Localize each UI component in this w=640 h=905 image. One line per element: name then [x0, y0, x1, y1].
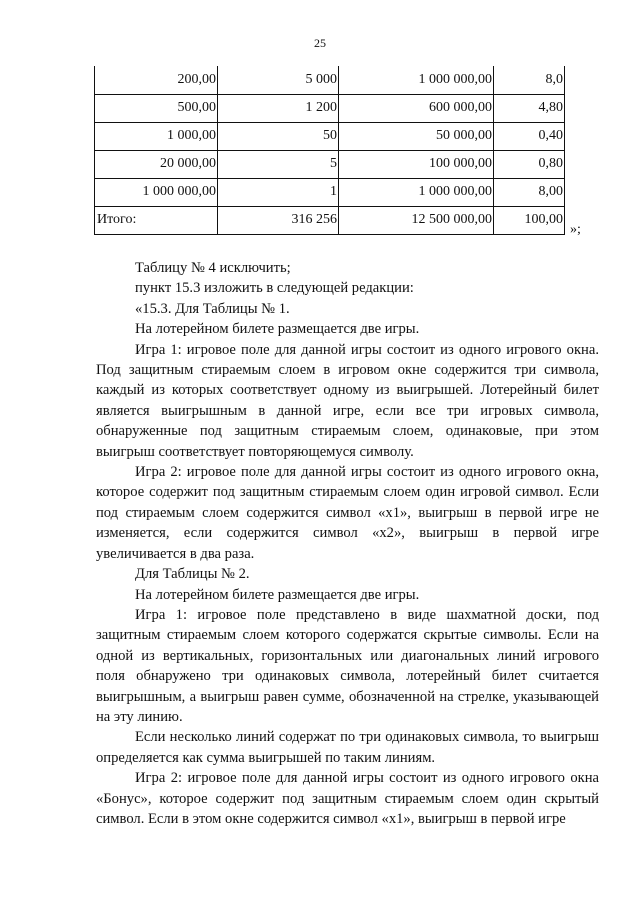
table-total-row — [95, 206, 565, 234]
table-cell: 316 256 — [218, 206, 339, 234]
paragraph: На лотерейном билете размещается две игры. — [135, 586, 420, 603]
paragraph: Таблицу № 4 исключить; — [135, 260, 291, 276]
paragraph: На лотерейном билете размещается две игры. — [135, 321, 420, 338]
table-cell: 600 000,00 — [339, 94, 494, 122]
table-cell: 1 000 000,00 — [339, 178, 494, 206]
paragraph: пункт 15.3 изложить в следующей редакции: — [135, 280, 414, 297]
document-body — [96, 258, 599, 829]
table-cell: 1 200 — [218, 94, 339, 122]
paragraph: Если несколько линий содержат по три одинаковых символа, то выигрыш определяется как сумма выигрышей по таким линиям. — [96, 729, 599, 766]
table-row — [95, 94, 565, 122]
page-number: 25 — [314, 36, 326, 50]
table-cell: 0,40 — [494, 122, 565, 150]
prize-table — [94, 66, 565, 235]
table-cell: 8,00 — [494, 178, 565, 206]
table-cell: 1 000 000,00 — [95, 178, 218, 206]
table-cell: 20 000,00 — [95, 150, 218, 178]
table-cell: 1 000 000,00 — [339, 66, 494, 94]
table-cell: 1 000,00 — [95, 122, 218, 150]
table-row — [95, 122, 565, 150]
total-label: Итого: — [95, 206, 218, 234]
table-row — [95, 150, 565, 178]
paragraph: Игра 2: игровое поле для данной игры состоит из одного игрового окна, которое содержит под защитным стираемым слоем один игровой символ. Если под стираемым слоем содержится символ «x1», выигрыш в первой игре не изменяется, если содержится символ «x2», выигрыш в первой игре увеличивается в два раза. — [96, 464, 599, 562]
paragraph: Игра 1: игровое поле представлено в виде шахматной доски, под защитным стираемым слоем которого содержатся скрытые символы. Если на одной из вертикальных, горизонтальных или диагональных линий игрового поля обнаружено три одинаковых символа, лотерейный билет считается выигрышным, а выигрыш равен сумме, обозначенной на стрелке, указывающей на эту линию. — [96, 606, 599, 725]
table-cell: 0,80 — [494, 150, 565, 178]
table-cell: 1 — [218, 178, 339, 206]
table-cell: 50 — [218, 122, 339, 150]
table-cell: 200,00 — [95, 66, 218, 94]
paragraph: «15.3. Для Таблицы № 1. — [135, 300, 290, 317]
table-cell: 50 000,00 — [339, 122, 494, 150]
table-cell: 12 500 000,00 — [339, 206, 494, 234]
table-cell: 100 000,00 — [339, 150, 494, 178]
paragraph: Игра 2: игровое поле для данной игры состоит из одного игрового окна «Бонус», которое содержит под защитным стираемым слоем один скрытый символ. Если в этом окне содержится символ «x1», выигрыш в первой игре — [96, 770, 599, 827]
table-cell: 4,80 — [494, 94, 565, 122]
table-cell: 8,0 — [494, 66, 565, 94]
table-cell: 100,00 — [494, 206, 565, 234]
table-cell: 500,00 — [95, 94, 218, 122]
paragraph: Игра 1: игровое поле для данной игры состоит из одного игрового окна. Под защитным стираемым слоем в игровом окне содержится три символа, каждый из которых соответствует одному из выигрышей. Лотерейный билет является выигрышным в данной игре, если все три игровых символа, обнаруженные под защитным стираемым слоем, одинаковые, при этом выигрыш соответствует повторяющемуся символу. — [96, 341, 599, 460]
table-cell: 5 000 — [218, 66, 339, 94]
table-closing-mark: »; — [570, 222, 581, 237]
paragraph: Для Таблицы № 2. — [135, 566, 250, 583]
table-row — [95, 66, 565, 94]
table-cell: 5 — [218, 150, 339, 178]
table-row — [95, 178, 565, 206]
